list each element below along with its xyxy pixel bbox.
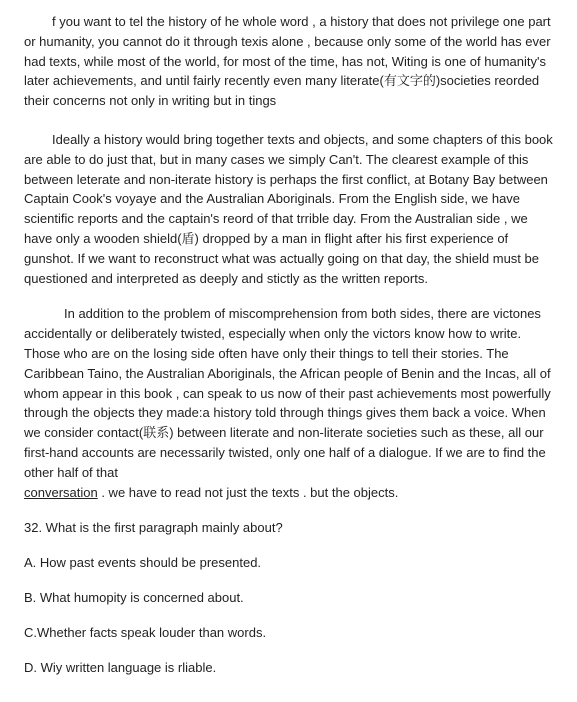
paragraph-1: f you want to tel the history of he whole word , a history that does not privilege one part or humanity, you cannot do it through texis alone , because only some of the world has ever had texts, while most of the world, for most of the time, has not, Witing is one of humanity's later achievements, and until fairly recently even many literate(有文字的)societies reorded their concerns not only in writing but in tings — [24, 14, 551, 109]
option-a: A. How past events should be presented. — [24, 554, 262, 570]
option-c: C.Whether facts speak louder than words. — [24, 624, 267, 640]
paragraph-2: Ideally a history would bring together texts and objects, and some chapters of this book are able to do just that, but in many cases we simply Can't. The clearest example of this between leterate and non-iterate history is perhaps the first conflict, at Botany Bay between Captain Cook's voyaye and the Australian Aboriginals. From the English side, we have scientific reports and the captain's reord of that trrible day. From the Australian side , we have only a wooden shield(盾) dropped by a man in flight after his first experience of gunshot. If we want to reconstruct what was actually going on that day, the shield must be questioned and interpreted as deeply and stictly as the written reports. — [24, 131, 553, 286]
question-text: 32. What is the first paragraph mainly about? — [24, 519, 283, 535]
paragraph-conclusion — [24, 483, 553, 502]
option-d: D. Wiy written language is rliable. — [24, 659, 217, 675]
paragraph-3: In addition to the problem of miscomprehension from both sides, there are victones accidentally or deliberately twisted, especially when only the victors know how to write. Those who are on the losing side often have only their things to tell their stories. The Caribbean Taino, the Australian Aboriginals, the African people of Benin and the Incas, all of whom appear in this book , can speak to us now of their past achievements most powerfully through the objects they made:a history told through things gives them back a voice. When we consider contact(联系) between literate and non-literate societies such as these, all our first-hand accounts are necessarily twisted, only one half of a dialogue. If we are to find the other half of that — [24, 306, 551, 480]
option-b: B. What humopity is concerned about. — [24, 589, 244, 605]
underlined-word: conversation — [24, 484, 98, 500]
conclusion-text: . we have to read not just the texts . but the objects. — [97, 484, 399, 500]
